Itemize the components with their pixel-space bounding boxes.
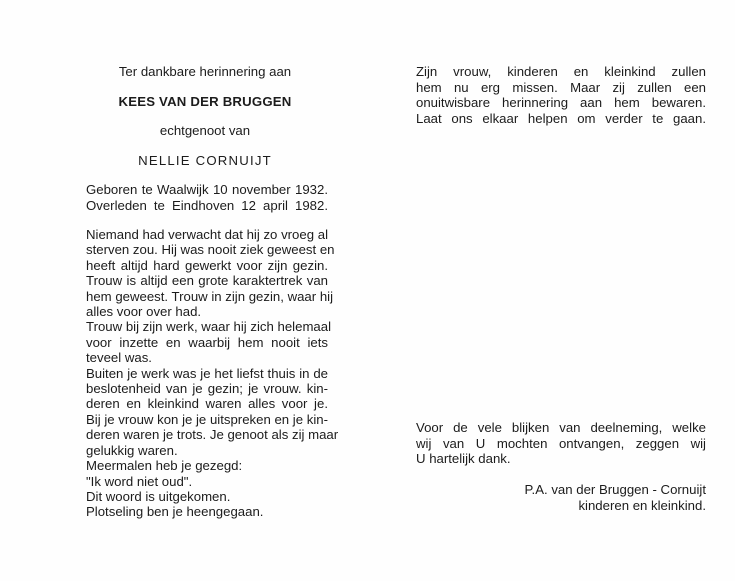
dates-block	[86, 182, 328, 213]
body-line: deren waren je trots. Je genoot als zij maar	[86, 427, 339, 443]
body-line: teveel was.	[86, 350, 152, 366]
message-line: hem nu erg missen. Maar zij zullen een	[416, 79, 706, 95]
signature-line: kinderen en kleinkind.	[578, 497, 706, 513]
body-line: Plotseling ben je heengegaan.	[86, 504, 264, 520]
body-line: heeft altijd hard gewerkt voor zijn gezin.	[86, 257, 328, 273]
thanks-line: U hartelijk dank.	[416, 451, 511, 467]
message-line: Laat ons elkaar helpen om verder te gaan.	[416, 110, 706, 126]
body-line: gelukkig waren.	[86, 442, 178, 458]
body-line: voor inzette en waarbij hem nooit iets	[86, 334, 328, 350]
thanks-line: wij van U mochten ontvangen, zeggen wij	[416, 435, 706, 451]
body-line: Buiten je werk was je het liefst thuis in de	[86, 365, 328, 381]
thanks-line: Voor de vele blijken van deelneming, welke	[416, 420, 706, 435]
body-line: sterven zou. Hij was nooit ziek geweest en	[86, 242, 335, 258]
relation-text: echtgenoot van	[159, 123, 251, 138]
deceased-name: KEES VAN DER BRUGGEN	[118, 94, 292, 109]
message-line: onuitwisbare herinnering aan hem bewaren.	[416, 95, 706, 111]
body-text	[86, 227, 339, 520]
death-line: Overleden te Eindhoven 12 april 1982.	[86, 197, 328, 213]
spouse-name: NELLIE CORNUIJT	[138, 153, 272, 168]
body-line: Bij je vrouw kon je je uitspreken en je kin-	[86, 411, 328, 427]
signature-line: P.A. van der Bruggen - Cornuijt	[524, 482, 706, 497]
body-line: Meermalen heb je gezegd:	[86, 458, 243, 474]
signature-block	[416, 482, 706, 513]
body-line: deren en kleinkind waren alles voor je.	[86, 396, 328, 412]
birth-line: Geboren te Waalwijk 10 november 1932.	[86, 182, 328, 197]
body-line: alles voor over had.	[86, 304, 202, 320]
body-line: Trouw is altijd een grote karaktertrek van	[86, 273, 328, 289]
thanks-block	[416, 420, 706, 467]
message-line: Zijn vrouw, kinderen en kleinkind zullen	[416, 64, 706, 79]
body-line: Dit woord is uitgekomen.	[86, 488, 231, 504]
body-line: Niemand had verwacht dat hij zo vroeg al	[86, 227, 328, 242]
body-line: hem geweest. Trouw in zijn gezin, waar hij	[86, 288, 334, 304]
right-message	[416, 64, 706, 126]
intro-text: Ter dankbare herinnering aan	[118, 64, 292, 79]
body-line: beslotenheid van je gezin; je vrouw. kin-	[86, 381, 328, 397]
body-line: "Ik word niet oud".	[86, 473, 193, 489]
body-line: Trouw bij zijn werk, waar hij zich helemaal	[86, 319, 332, 335]
